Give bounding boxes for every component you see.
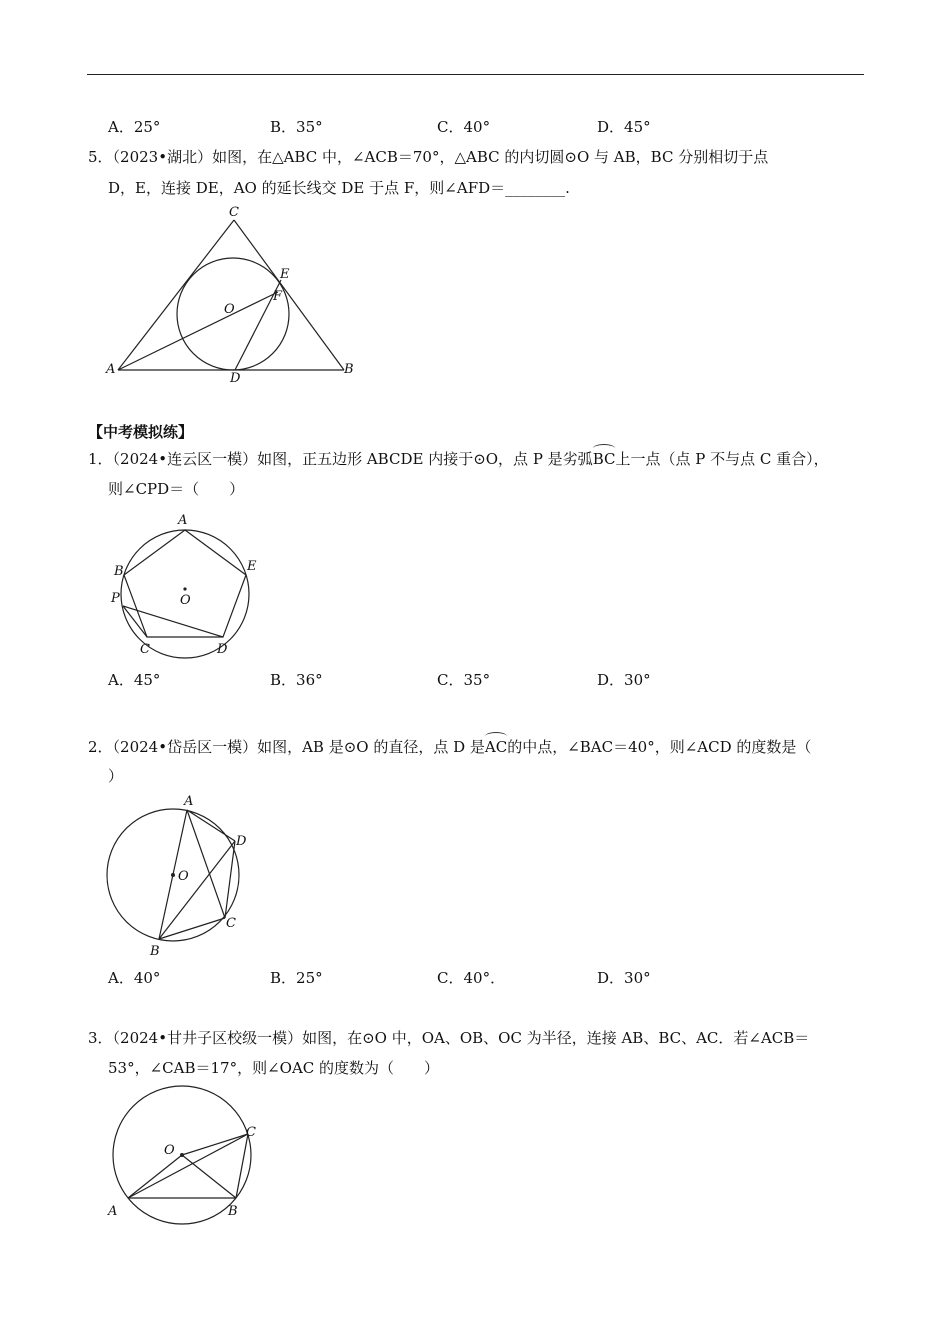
m2-text-post: 的中点，∠BAC＝40°，则∠ACD 的度数是（ [507,738,812,756]
q5-label-f: F [273,289,283,304]
m3-center-dot [180,1153,184,1157]
m3-text-line1: 3．（2024•甘井子区校级一模）如图，在⊙O 中，OA、OB、OC 为半径，连接 AB、BC、AC．若∠ACB＝ [88,1029,810,1047]
m2-option-d: D．30° [597,969,651,987]
m3-label-c: C [246,1125,256,1140]
m1-option-c: C．35° [437,671,491,689]
m2-label-d: D [236,834,247,849]
q5-text-line1: 5．（2023•湖北）如图，在△ABC 中，∠ACB＝70°，△ABC 的内切圆⊙O 与 AB，BC 分别相切于点 [88,148,769,166]
q5-text-line2: D，E，连接 DE，AO 的延长线交 DE 于点 F，则∠AFD＝________. [108,179,570,197]
m1-arc-bc: BC [592,450,616,468]
q5-label-d: D [230,371,241,386]
m1-label-a: A [178,513,188,528]
m2-option-b: B．25° [270,969,323,987]
m3-figure [100,1085,275,1225]
m1-text-pre: 1．（2024•连云区一模）如图，正五边形 ABCDE 内接于⊙O，点 P 是劣弧 [88,450,593,468]
m1-option-d: D．30° [597,671,651,689]
m3-text-line2: 53°，∠CAB＝17°，则∠OAC 的度数为（ ） [108,1059,440,1077]
q5-side-ac [118,220,234,370]
section-title: 【中考模拟练】 [88,423,194,441]
m2-label-o: O [178,869,189,884]
m1-text-post: 上一点（点 P 不与点 C 重合）， [615,450,829,468]
m1-text-line1 [88,449,829,469]
prev-option-a: A．25° [108,118,161,136]
m3-radius-ob [182,1155,236,1198]
m2-text-line2: ） [108,767,124,785]
m2-arc-ac: AC [484,738,508,756]
q5-figure [100,200,370,385]
q5-label-e: E [280,267,290,282]
m2-label-a: A [184,794,194,809]
m3-label-o: O [164,1143,175,1158]
m1-label-c: C [140,642,150,657]
q5-label-a: A [106,362,116,377]
q5-label-b: B [344,362,354,377]
m2-line-bd [159,841,235,939]
m2-center-dot [171,873,175,877]
m2-figure [100,790,270,965]
m1-label-b: B [114,564,124,579]
m3-line-ac [128,1134,248,1198]
m1-figure [100,505,270,665]
m1-label-e: E [247,559,257,574]
m2-label-b: B [150,944,160,959]
prev-option-c: C．40° [437,118,491,136]
m1-option-a: A．45° [108,671,161,689]
header-rule [87,74,864,75]
prev-option-b: B．35° [270,118,323,136]
q5-side-bc [234,220,344,370]
m2-line-ac [187,810,225,918]
q5-label-c: C [229,205,239,220]
m1-label-d: D [217,642,228,657]
m1-center-dot [183,587,186,590]
m1-text-line2: 则∠CPD＝（ ） [108,480,245,498]
m3-radius-oa [128,1155,182,1198]
prev-option-d: D．45° [597,118,651,136]
m1-label-p: P [111,591,120,606]
m2-option-a: A．40° [108,969,161,987]
m2-text-pre: 2．（2024•岱岳区一模）如图，AB 是⊙O 的直径，点 D 是 [88,738,485,756]
m3-label-a: A [108,1204,118,1219]
m2-option-c: C．40°． [437,969,506,987]
m1-line-pd [123,606,223,637]
m3-label-b: B [228,1204,238,1219]
m2-line-bc [159,918,225,939]
m2-line-ad [187,810,235,841]
m2-text-line1 [88,737,811,757]
m1-label-o: O [180,593,191,608]
q5-label-o: O [224,302,235,317]
m1-option-b: B．36° [270,671,323,689]
m2-label-c: C [226,916,236,931]
